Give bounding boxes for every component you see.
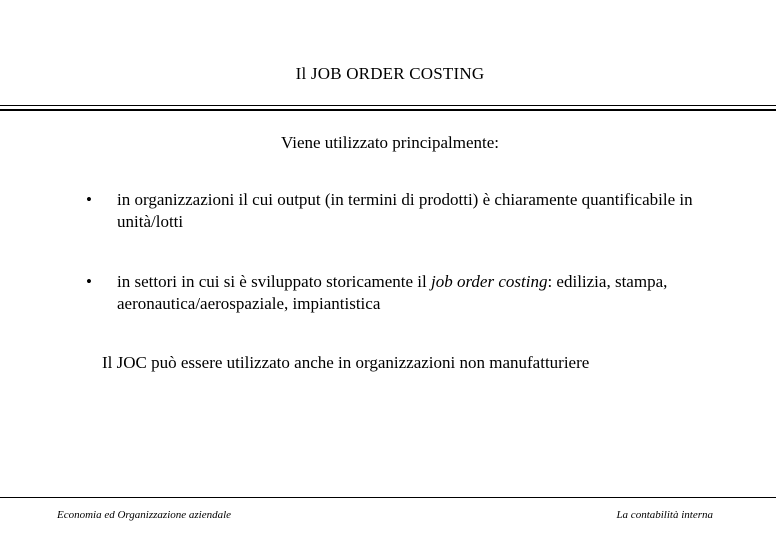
bullet-text-before: in settori in cui si è sviluppato storicamente il	[117, 272, 431, 291]
slide-title: Il JOB ORDER COSTING	[295, 64, 485, 83]
footer-divider	[0, 497, 776, 498]
footer-chapter-name: La contabilità interna	[616, 509, 713, 521]
bullet-symbol: •	[86, 272, 92, 291]
bullet-list	[86, 189, 706, 315]
bullet-text-after: : edilizia, stampa, aeronautica/aerospaziale, impiantistica	[117, 272, 668, 313]
bullet-item	[86, 189, 706, 233]
bullet-text-italic: job order costing	[430, 272, 548, 291]
slide-subtitle: Viene utilizzato principalmente:	[280, 133, 499, 152]
bullet-text: in organizzazioni il cui output (in termini di prodotti) è chiaramente quantificabile in unità/lotti	[117, 190, 693, 231]
footer-course-name: Economia ed Organizzazione aziendale	[57, 509, 232, 521]
bullet-text	[117, 272, 667, 313]
bullet-item	[86, 271, 706, 315]
header-divider-bottom	[0, 109, 776, 111]
slide-note: Il JOC può essere utilizzato anche in organizzazioni non manufatturiere	[102, 353, 590, 372]
bullet-symbol: •	[86, 190, 92, 209]
header-divider-top	[0, 105, 776, 106]
